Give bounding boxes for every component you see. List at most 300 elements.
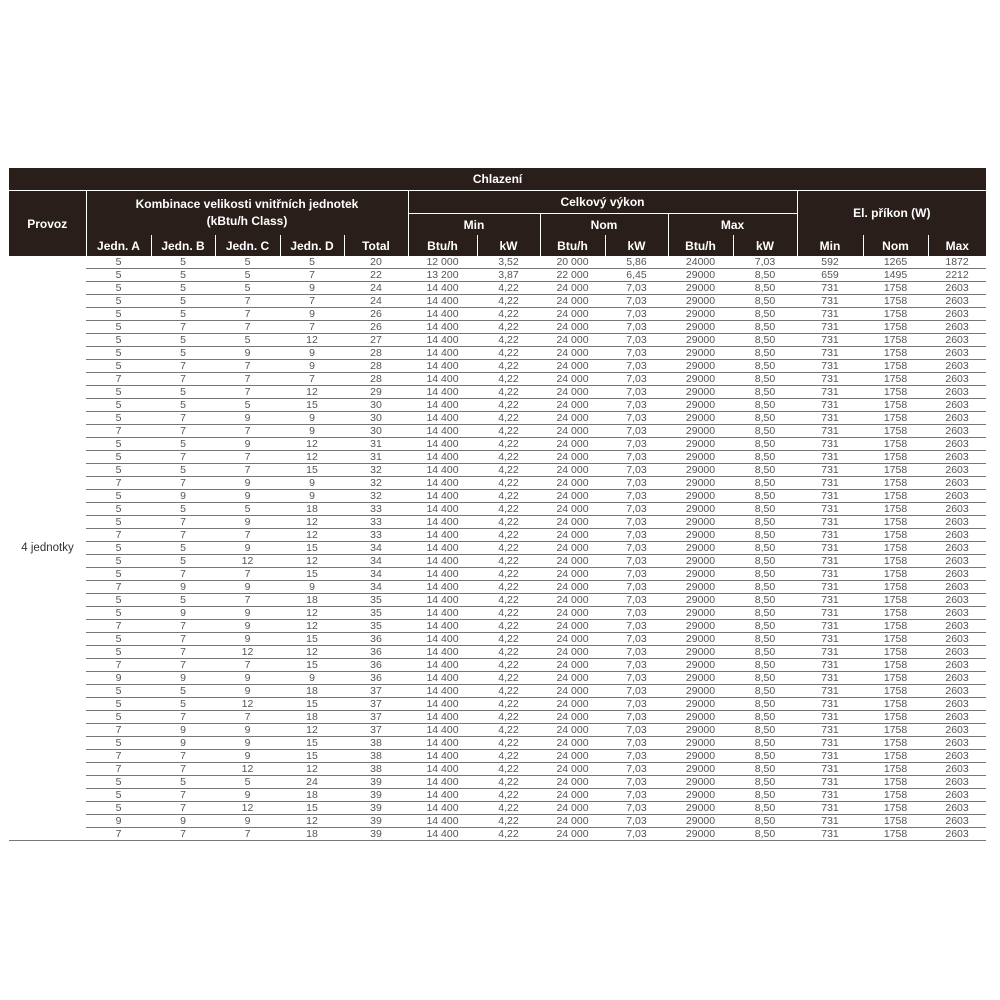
table-cell: 8,50 <box>733 581 797 594</box>
table-cell: 4,22 <box>477 620 540 633</box>
table-cell: 7 <box>151 360 215 373</box>
table-cell: 8,50 <box>733 477 797 490</box>
table-cell: 7,03 <box>605 282 668 295</box>
table-cell: 7,03 <box>605 581 668 594</box>
table-cell: 39 <box>344 828 408 841</box>
table-cell: 12 <box>215 555 280 568</box>
table-cell: 24 <box>344 282 408 295</box>
table-cell: 14 400 <box>408 412 477 425</box>
table-cell: 731 <box>797 672 863 685</box>
table-cell: 5 <box>86 802 151 815</box>
table-cell: 1758 <box>863 347 928 360</box>
table-cell: 26 <box>344 321 408 334</box>
table-cell: 29000 <box>668 633 733 646</box>
table-cell: 4,22 <box>477 516 540 529</box>
table-cell: 24 000 <box>540 438 605 451</box>
table-cell: 24 000 <box>540 360 605 373</box>
table-cell: 24 000 <box>540 698 605 711</box>
table-cell: 4,22 <box>477 399 540 412</box>
table-cell: 9 <box>215 516 280 529</box>
table-cell: 5 <box>86 542 151 555</box>
table-cell: 7,03 <box>605 750 668 763</box>
table-cell: 29000 <box>668 594 733 607</box>
table-cell: 5 <box>151 542 215 555</box>
table-row <box>9 581 986 594</box>
table-cell: 2603 <box>928 555 986 568</box>
table-cell: 1758 <box>863 295 928 308</box>
table-cell: 7 <box>86 659 151 672</box>
table-cell: 24 000 <box>540 451 605 464</box>
table-cell: 7 <box>86 529 151 542</box>
table-cell: 7,03 <box>605 672 668 685</box>
table-cell: 8,50 <box>733 711 797 724</box>
table-cell: 4,22 <box>477 373 540 386</box>
table-cell: 1758 <box>863 399 928 412</box>
table-row <box>9 568 986 581</box>
table-cell: 38 <box>344 737 408 750</box>
table-cell: 18 <box>280 789 344 802</box>
table-cell: 7,03 <box>605 828 668 841</box>
table-cell: 9 <box>151 607 215 620</box>
table-cell: 4,22 <box>477 555 540 568</box>
table-cell: 5 <box>86 685 151 698</box>
table-cell: 5 <box>151 776 215 789</box>
table-cell: 8,50 <box>733 776 797 789</box>
table-cell: 30 <box>344 399 408 412</box>
table-cell: 1872 <box>928 256 986 269</box>
table-row <box>9 815 986 828</box>
table-cell: 29 <box>344 386 408 399</box>
table-cell: 12 <box>280 386 344 399</box>
table-cell: 5 <box>86 503 151 516</box>
table-cell: 8,50 <box>733 360 797 373</box>
table-cell: 4,22 <box>477 321 540 334</box>
table-cell: 731 <box>797 698 863 711</box>
table-cell: 7 <box>280 295 344 308</box>
table-cell: 1758 <box>863 321 928 334</box>
table-cell: 731 <box>797 724 863 737</box>
table-cell: 39 <box>344 776 408 789</box>
table-cell: 2603 <box>928 477 986 490</box>
table-cell: 9 <box>215 672 280 685</box>
table-cell: 24 000 <box>540 282 605 295</box>
table-row <box>9 464 986 477</box>
table-cell: 9 <box>280 425 344 438</box>
table-row <box>9 607 986 620</box>
table-cell: 2603 <box>928 347 986 360</box>
table-cell: 29000 <box>668 672 733 685</box>
table-cell: 5 <box>86 412 151 425</box>
table-cell: 24 000 <box>540 555 605 568</box>
table-row <box>9 308 986 321</box>
table-cell: 24 000 <box>540 763 605 776</box>
table-cell: 8,50 <box>733 542 797 555</box>
table-cell: 5 <box>86 776 151 789</box>
table-cell: 7 <box>151 373 215 386</box>
table-cell: 22 000 <box>540 269 605 282</box>
table-cell: 731 <box>797 282 863 295</box>
table-cell: 4,22 <box>477 750 540 763</box>
table-cell: 24 000 <box>540 620 605 633</box>
table-cell: 731 <box>797 425 863 438</box>
table-cell: 7,03 <box>605 373 668 386</box>
table-cell: 29000 <box>668 412 733 425</box>
table-cell: 4,22 <box>477 737 540 750</box>
table-cell: 24 000 <box>540 659 605 672</box>
table-cell: 5 <box>215 269 280 282</box>
table-cell: 4,22 <box>477 568 540 581</box>
table-cell: 8,50 <box>733 516 797 529</box>
table-cell: 2603 <box>928 360 986 373</box>
table-cell: 4,22 <box>477 295 540 308</box>
header-nom-kw: kW <box>605 235 668 256</box>
table-cell: 5 <box>215 282 280 295</box>
table-cell: 24 000 <box>540 399 605 412</box>
table-cell: 7,03 <box>605 386 668 399</box>
table-cell: 29000 <box>668 555 733 568</box>
table-cell: 731 <box>797 373 863 386</box>
table-cell: 2603 <box>928 529 986 542</box>
table-cell: 4,22 <box>477 360 540 373</box>
table-cell: 7,03 <box>605 477 668 490</box>
table-cell: 29000 <box>668 373 733 386</box>
table-cell: 5 <box>86 516 151 529</box>
table-cell: 731 <box>797 594 863 607</box>
table-cell: 14 400 <box>408 438 477 451</box>
table-cell: 7 <box>215 451 280 464</box>
table-cell: 1758 <box>863 425 928 438</box>
table-cell: 24 000 <box>540 503 605 516</box>
header-jedn-c: Jedn. C <box>215 235 280 256</box>
table-cell: 24 000 <box>540 516 605 529</box>
table-cell: 4,22 <box>477 815 540 828</box>
table-cell: 24000 <box>668 256 733 269</box>
table-cell: 731 <box>797 516 863 529</box>
table-cell: 14 400 <box>408 828 477 841</box>
table-cell: 24 000 <box>540 308 605 321</box>
table-cell: 9 <box>151 815 215 828</box>
table-cell: 1758 <box>863 737 928 750</box>
table-cell: 7,03 <box>605 490 668 503</box>
table-cell: 37 <box>344 698 408 711</box>
table-cell: 7,03 <box>605 646 668 659</box>
table-cell: 5 <box>151 698 215 711</box>
table-cell: 24 000 <box>540 321 605 334</box>
table-row <box>9 776 986 789</box>
table-cell: 2603 <box>928 633 986 646</box>
table-cell: 9 <box>215 789 280 802</box>
table-cell: 731 <box>797 737 863 750</box>
table-cell: 27 <box>344 334 408 347</box>
table-cell: 2603 <box>928 373 986 386</box>
table-cell: 14 400 <box>408 594 477 607</box>
header-provoz: Provoz <box>9 191 86 257</box>
table-cell: 4,22 <box>477 698 540 711</box>
table-cell: 2603 <box>928 503 986 516</box>
table-cell: 7 <box>215 568 280 581</box>
table-cell: 26 <box>344 308 408 321</box>
table-row <box>9 412 986 425</box>
table-cell: 5 <box>151 308 215 321</box>
table-cell: 7,03 <box>605 399 668 412</box>
table-cell: 5 <box>151 256 215 269</box>
table-row <box>9 711 986 724</box>
table-cell: 14 400 <box>408 295 477 308</box>
table-cell: 4,22 <box>477 711 540 724</box>
table-cell: 2603 <box>928 451 986 464</box>
table-cell: 5 <box>86 360 151 373</box>
table-cell: 14 400 <box>408 477 477 490</box>
table-cell: 8,50 <box>733 373 797 386</box>
table-cell: 12 <box>280 516 344 529</box>
table-cell: 14 400 <box>408 750 477 763</box>
table-cell: 9 <box>215 620 280 633</box>
table-row <box>9 256 986 269</box>
table-cell: 1758 <box>863 646 928 659</box>
table-cell: 7,03 <box>605 347 668 360</box>
table-cell: 8,50 <box>733 750 797 763</box>
table-cell: 24 000 <box>540 295 605 308</box>
table-cell: 731 <box>797 308 863 321</box>
table-cell: 14 400 <box>408 464 477 477</box>
table-cell: 29000 <box>668 321 733 334</box>
table-cell: 5,86 <box>605 256 668 269</box>
table-row <box>9 438 986 451</box>
table-cell: 12 <box>215 698 280 711</box>
table-cell: 29000 <box>668 789 733 802</box>
table-cell: 7 <box>151 451 215 464</box>
table-cell: 5 <box>86 386 151 399</box>
table-cell: 14 400 <box>408 724 477 737</box>
table-cell: 24 000 <box>540 568 605 581</box>
table-cell: 29000 <box>668 503 733 516</box>
table-cell: 7 <box>151 477 215 490</box>
table-row <box>9 672 986 685</box>
table-cell: 4,22 <box>477 633 540 646</box>
table-cell: 1758 <box>863 802 928 815</box>
table-cell: 24 000 <box>540 828 605 841</box>
table-cell: 1758 <box>863 633 928 646</box>
table-cell: 9 <box>280 347 344 360</box>
table-cell: 4,22 <box>477 425 540 438</box>
table-row <box>9 802 986 815</box>
table-cell: 24 000 <box>540 542 605 555</box>
table-cell: 8,50 <box>733 685 797 698</box>
header-nom-btu: Btu/h <box>540 235 605 256</box>
table-cell: 7 <box>151 568 215 581</box>
table-cell: 14 400 <box>408 685 477 698</box>
table-cell: 2603 <box>928 724 986 737</box>
table-cell: 5 <box>151 503 215 516</box>
table-row <box>9 516 986 529</box>
table-cell: 8,50 <box>733 529 797 542</box>
table-cell: 5 <box>86 490 151 503</box>
table-cell: 9 <box>215 581 280 594</box>
table-cell: 14 400 <box>408 555 477 568</box>
table-cell: 35 <box>344 594 408 607</box>
table-cell: 8,50 <box>733 555 797 568</box>
table-cell: 4,22 <box>477 594 540 607</box>
table-cell: 2603 <box>928 672 986 685</box>
table-cell: 731 <box>797 802 863 815</box>
table-cell: 7 <box>86 750 151 763</box>
table-cell: 5 <box>151 438 215 451</box>
table-row <box>9 633 986 646</box>
table-cell: 9 <box>215 724 280 737</box>
table-cell: 731 <box>797 646 863 659</box>
table-cell: 7,03 <box>605 724 668 737</box>
table-cell: 9 <box>151 737 215 750</box>
table-row <box>9 828 986 841</box>
table-cell: 1265 <box>863 256 928 269</box>
table-cell: 1758 <box>863 282 928 295</box>
table-cell: 731 <box>797 399 863 412</box>
table-cell: 7 <box>215 295 280 308</box>
table-row <box>9 477 986 490</box>
table-cell: 9 <box>215 737 280 750</box>
table-cell: 8,50 <box>733 724 797 737</box>
table-cell: 7,03 <box>605 542 668 555</box>
table-cell: 2603 <box>928 399 986 412</box>
table-cell: 38 <box>344 750 408 763</box>
table-cell: 2603 <box>928 308 986 321</box>
table-cell: 14 400 <box>408 763 477 776</box>
table-cell: 8,50 <box>733 633 797 646</box>
table-cell: 29000 <box>668 451 733 464</box>
table-cell: 7 <box>151 659 215 672</box>
table-cell: 12 <box>280 438 344 451</box>
header-jedn-d: Jedn. D <box>280 235 344 256</box>
table-cell: 14 400 <box>408 347 477 360</box>
table-cell: 8,50 <box>733 490 797 503</box>
table-title: Chlazení <box>9 168 986 191</box>
table-body <box>9 256 986 841</box>
table-cell: 12 <box>280 451 344 464</box>
table-cell: 24 000 <box>540 581 605 594</box>
table-cell: 9 <box>215 542 280 555</box>
table-cell: 7 <box>86 373 151 386</box>
table-cell: 7,03 <box>605 321 668 334</box>
header-min-kw: kW <box>477 235 540 256</box>
table-cell: 5 <box>86 451 151 464</box>
table-cell: 5 <box>151 685 215 698</box>
table-cell: 1758 <box>863 776 928 789</box>
table-cell: 7 <box>86 620 151 633</box>
table-cell: 14 400 <box>408 373 477 386</box>
table-cell: 9 <box>215 347 280 360</box>
table-cell: 32 <box>344 490 408 503</box>
table-cell: 731 <box>797 568 863 581</box>
table-cell: 14 400 <box>408 646 477 659</box>
table-cell: 9 <box>86 672 151 685</box>
table-cell: 14 400 <box>408 672 477 685</box>
table-cell: 8,50 <box>733 789 797 802</box>
table-cell: 15 <box>280 698 344 711</box>
table-cell: 33 <box>344 516 408 529</box>
table-cell: 1758 <box>863 477 928 490</box>
table-cell: 8,50 <box>733 321 797 334</box>
table-cell: 24 000 <box>540 386 605 399</box>
table-cell: 9 <box>215 750 280 763</box>
header-power-nom: Nom <box>863 235 928 256</box>
table-cell: 4,22 <box>477 607 540 620</box>
table-cell: 5 <box>86 698 151 711</box>
table-cell: 5 <box>151 399 215 412</box>
table-cell: 9 <box>280 672 344 685</box>
table-cell: 24 000 <box>540 711 605 724</box>
table-cell: 2603 <box>928 685 986 698</box>
table-row <box>9 334 986 347</box>
table-cell: 14 400 <box>408 425 477 438</box>
table-row <box>9 646 986 659</box>
table-cell: 7,03 <box>605 308 668 321</box>
table-cell: 8,50 <box>733 399 797 412</box>
table-cell: 8,50 <box>733 282 797 295</box>
table-cell: 14 400 <box>408 282 477 295</box>
table-cell: 29000 <box>668 815 733 828</box>
table-cell: 4,22 <box>477 490 540 503</box>
table-cell: 2603 <box>928 282 986 295</box>
table-cell: 36 <box>344 672 408 685</box>
table-cell: 2603 <box>928 321 986 334</box>
table-row <box>9 282 986 295</box>
table-cell: 7,03 <box>605 607 668 620</box>
table-cell: 7 <box>151 711 215 724</box>
table-cell: 14 400 <box>408 542 477 555</box>
table-cell: 659 <box>797 269 863 282</box>
table-cell: 29000 <box>668 776 733 789</box>
table-cell: 4,22 <box>477 477 540 490</box>
table-cell: 7,03 <box>605 464 668 477</box>
table-cell: 1758 <box>863 607 928 620</box>
table-row <box>9 321 986 334</box>
table-row <box>9 542 986 555</box>
table-cell: 5 <box>86 282 151 295</box>
table-cell: 5 <box>86 646 151 659</box>
header-power-min: Min <box>797 235 863 256</box>
table-cell: 7 <box>215 425 280 438</box>
table-cell: 39 <box>344 815 408 828</box>
table-cell: 4,22 <box>477 529 540 542</box>
table-cell: 2603 <box>928 490 986 503</box>
table-row <box>9 451 986 464</box>
table-cell: 5 <box>215 776 280 789</box>
table-cell: 9 <box>280 360 344 373</box>
table-cell: 731 <box>797 828 863 841</box>
table-cell: 29000 <box>668 724 733 737</box>
table-cell: 2603 <box>928 516 986 529</box>
table-cell: 34 <box>344 555 408 568</box>
table-cell: 1758 <box>863 438 928 451</box>
table-cell: 7 <box>215 386 280 399</box>
table-cell: 4,22 <box>477 685 540 698</box>
table-cell: 7,03 <box>605 425 668 438</box>
table-cell: 8,50 <box>733 737 797 750</box>
table-cell: 1758 <box>863 490 928 503</box>
table-cell: 5 <box>215 503 280 516</box>
table-cell: 7,03 <box>605 555 668 568</box>
table-cell: 29000 <box>668 750 733 763</box>
table-cell: 7,03 <box>605 763 668 776</box>
header-power-max: Max <box>928 235 986 256</box>
table-cell: 8,50 <box>733 763 797 776</box>
table-cell: 29000 <box>668 581 733 594</box>
table-cell: 29000 <box>668 425 733 438</box>
table-cell: 1758 <box>863 698 928 711</box>
table-cell: 7,03 <box>605 360 668 373</box>
table-cell: 29000 <box>668 490 733 503</box>
table-cell: 39 <box>344 802 408 815</box>
